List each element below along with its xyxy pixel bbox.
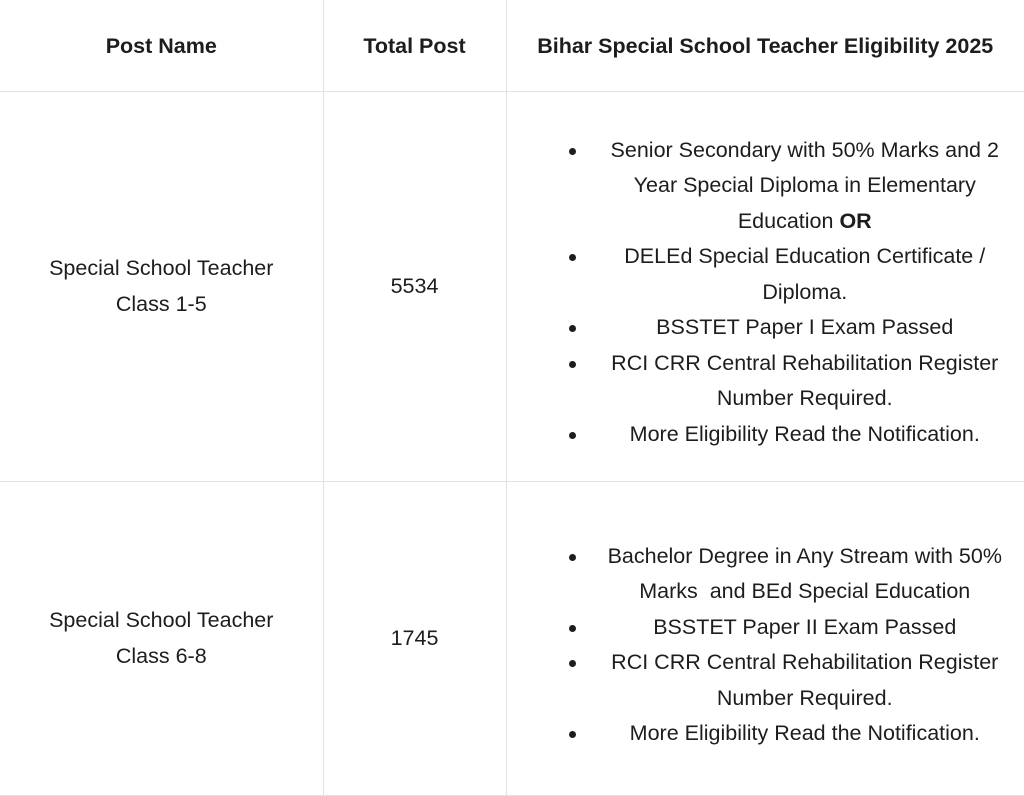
post-name-cell <box>0 92 323 482</box>
header-eligibility: Bihar Special School Teacher Eligibility 2025 <box>506 0 1024 92</box>
criterion-text: More Eligibility Read the Notification. <box>630 422 980 446</box>
criterion-text: More Eligibility Read the Notification. <box>630 721 980 745</box>
eligibility-list <box>507 133 1024 453</box>
post-name-line: Special School Teacher <box>0 603 323 639</box>
eligibility-cell <box>506 92 1024 482</box>
table-row <box>0 482 1024 796</box>
eligibility-cell <box>506 482 1024 796</box>
bullet-icon <box>569 325 576 332</box>
list-item <box>590 133 1024 240</box>
list-item <box>590 610 1024 646</box>
post-name-cell <box>0 482 323 796</box>
criterion-text: RCI CRR Central Rehabilitation Register Number Required. <box>611 650 998 710</box>
criterion-text: BSSTET Paper II Exam Passed <box>653 615 956 639</box>
post-class-line: Class 1-5 <box>0 287 323 323</box>
post-name-line: Special School Teacher <box>0 251 323 287</box>
bullet-icon <box>569 361 576 368</box>
total-post-cell: 5534 <box>323 92 506 482</box>
bullet-icon <box>569 660 576 667</box>
list-item <box>590 310 1024 346</box>
bullet-icon <box>569 625 576 632</box>
bullet-icon <box>569 432 576 439</box>
total-post-cell: 1745 <box>323 482 506 796</box>
list-item <box>590 346 1024 417</box>
header-post-name: Post Name <box>0 0 323 92</box>
list-item <box>590 716 1024 752</box>
table-header-row <box>0 0 1024 92</box>
post-class-line: Class 6-8 <box>0 639 323 675</box>
list-item <box>590 539 1024 610</box>
header-total-post: Total Post <box>323 0 506 92</box>
bullet-icon <box>569 254 576 261</box>
criterion-text: Senior Secondary with 50% Marks and 2 Year Special Diploma in Elementary Education <box>611 138 999 233</box>
criterion-text: Bachelor Degree in Any Stream with 50% Marks and BEd Special Education <box>608 544 1008 604</box>
bullet-icon <box>569 148 576 155</box>
criterion-text: BSSTET Paper I Exam Passed <box>656 315 953 339</box>
list-item <box>590 417 1024 453</box>
eligibility-list <box>507 539 1024 752</box>
list-item <box>590 645 1024 716</box>
table-row <box>0 92 1024 482</box>
bullet-icon <box>569 731 576 738</box>
criterion-text: DELEd Special Education Certificate / Diploma. <box>624 244 985 304</box>
list-item <box>590 239 1024 310</box>
bullet-icon <box>569 554 576 561</box>
criterion-text: RCI CRR Central Rehabilitation Register Number Required. <box>611 351 998 411</box>
criterion-emphasis: OR <box>839 209 871 233</box>
